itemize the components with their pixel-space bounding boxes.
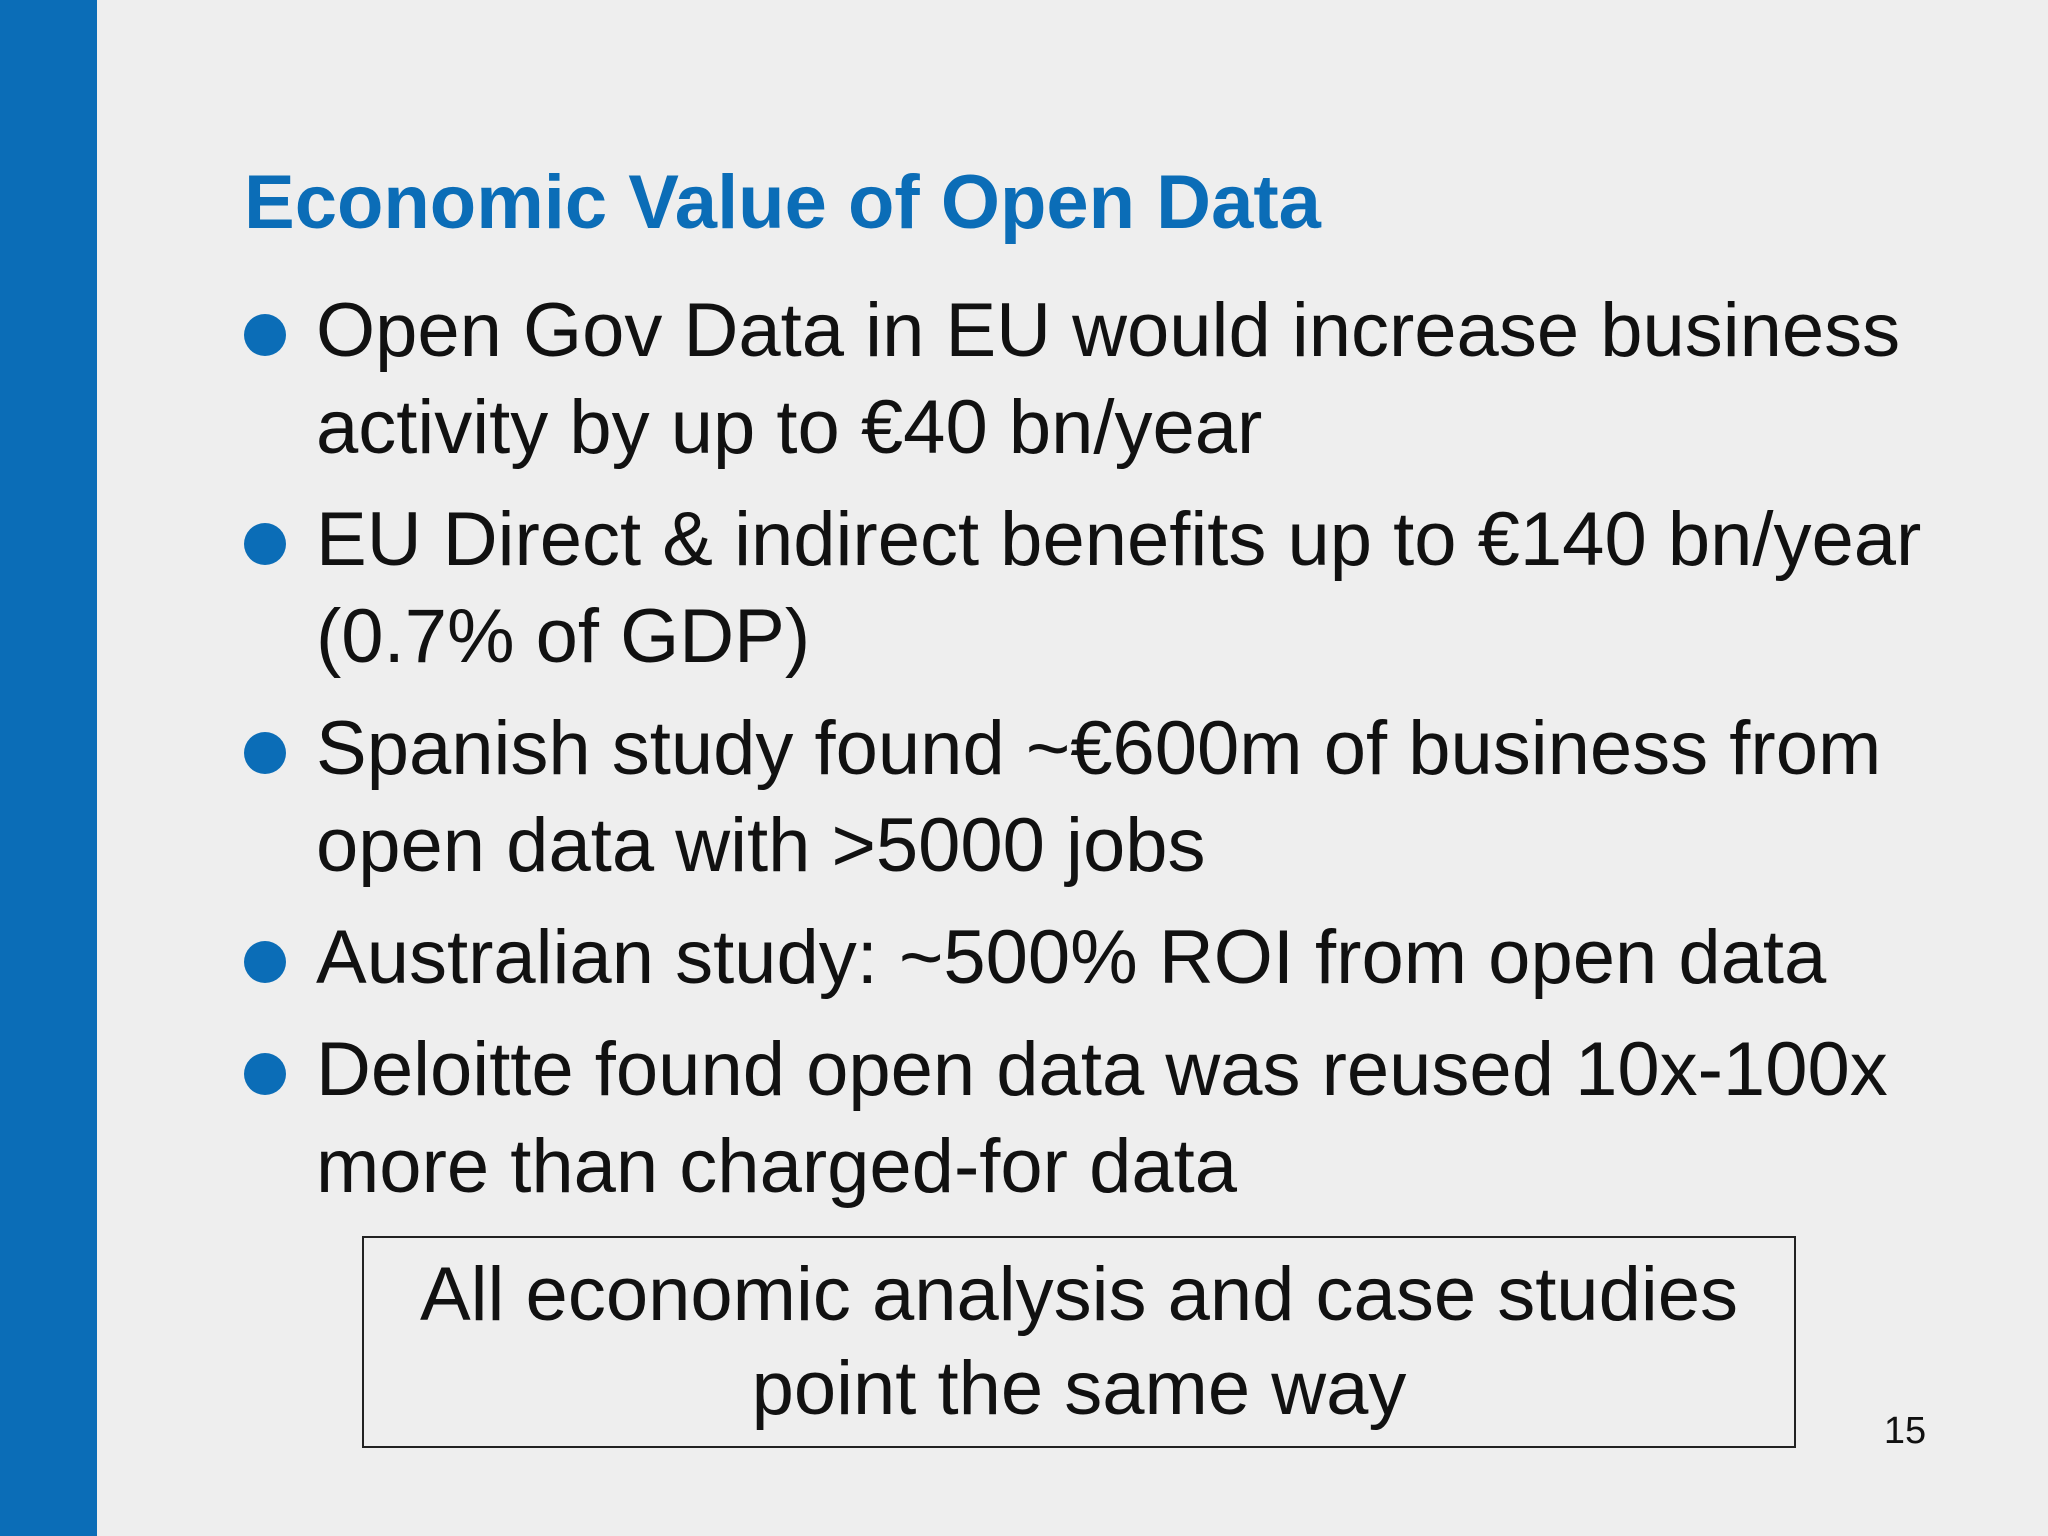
bullet-text: Spanish study found ~€600m of business from open data with >5000 jobs xyxy=(316,706,1882,888)
bullet-item xyxy=(244,491,1984,685)
left-accent-bar xyxy=(0,0,97,1536)
bullet-dot-icon xyxy=(244,1053,286,1095)
bullet-dot-icon xyxy=(244,941,286,983)
page-number: 15 xyxy=(1883,1410,1927,1452)
bullet-item xyxy=(244,700,1984,894)
bullet-text: EU Direct & indirect benefits up to €140 bn/year (0.7% of GDP) xyxy=(316,497,1922,679)
bullet-list xyxy=(244,282,1984,1230)
bullet-text: Australian study: ~500% ROI from open data xyxy=(316,915,1827,1000)
bullet-text: Deloitte found open data was reused 10x-100x more than charged-for data xyxy=(316,1027,1888,1209)
slide-title: Economic Value of Open Data xyxy=(244,159,1321,245)
bullet-dot-icon xyxy=(244,314,286,356)
bullet-item xyxy=(244,282,1984,476)
bullet-item xyxy=(244,909,1984,1006)
callout-box xyxy=(362,1236,1796,1448)
bullet-text: Open Gov Data in EU would increase business activity by up to €40 bn/year xyxy=(316,288,1901,470)
callout-text: All economic analysis and case studies point the same way xyxy=(419,1252,1738,1431)
bullet-item xyxy=(244,1021,1984,1215)
bullet-dot-icon xyxy=(244,523,286,565)
bullet-dot-icon xyxy=(244,732,286,774)
